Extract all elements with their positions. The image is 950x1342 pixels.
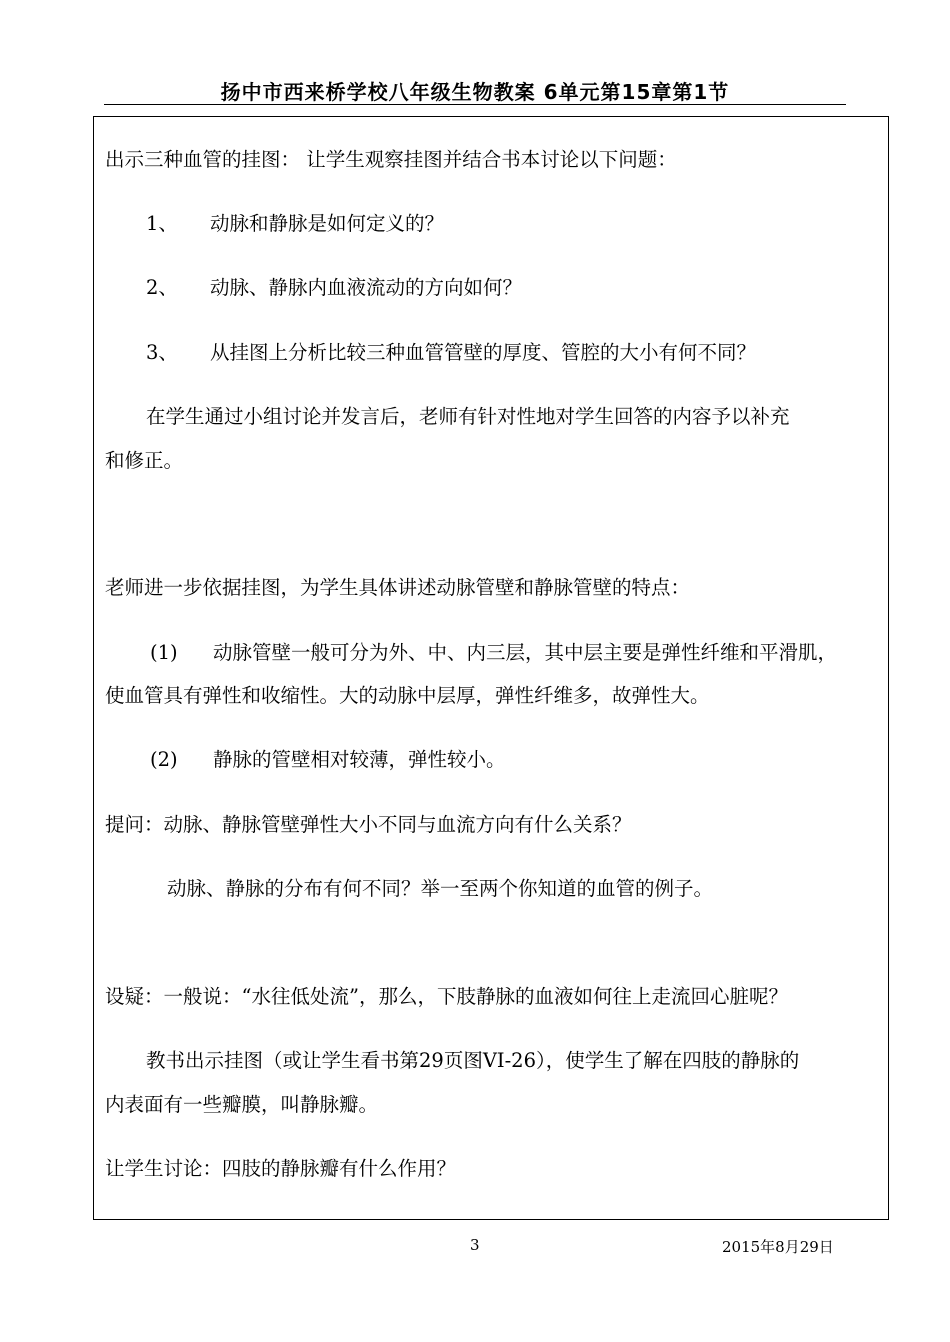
question-prompt-1: 提问：动脉、静脉管壁弹性大小不同与血流方向有什么关系？ bbox=[105, 813, 632, 836]
header-rule bbox=[104, 104, 846, 105]
item-1-continuation: 使血管具有弹性和收缩性。大的动脉中层厚，弹性纤维多，故弹性大。 bbox=[105, 684, 710, 707]
question-3-number: 3、 bbox=[146, 341, 178, 364]
page-header-title: 扬中市西来桥学校八年级生物教案 6单元第15章第1节 bbox=[220, 80, 730, 104]
item-2-text: 静脉的管壁相对较薄，弹性较小。 bbox=[213, 748, 506, 771]
item-1-number: (1) bbox=[150, 641, 178, 664]
item-1-text: 动脉管壁一般可分为外、中、内三层，其中层主要是弹性纤维和平滑肌， bbox=[213, 641, 838, 664]
question-1-number: 1、 bbox=[146, 212, 178, 235]
page-number: 3 bbox=[470, 1236, 480, 1254]
footer-date: 2015年8月29日 bbox=[722, 1238, 834, 1256]
discussion-paragraph-line-2: 和修正。 bbox=[105, 449, 184, 472]
intro-line: 出示三种血管的挂图： 让学生观察挂图并结合书本讨论以下问题： bbox=[105, 148, 677, 171]
discussion-prompt: 让学生讨论：四肢的静脉瓣有什么作用？ bbox=[105, 1157, 457, 1180]
question-prompt-2: 动脉、静脉的分布有何不同？举一至两个你知道的血管的例子。 bbox=[167, 877, 714, 900]
item-2-number: (2) bbox=[150, 748, 178, 771]
teacher-explanation-line: 老师进一步依据挂图，为学生具体讲述动脉管壁和静脉管壁的特点： bbox=[105, 576, 691, 599]
question-1-text: 动脉和静脉是如何定义的？ bbox=[210, 212, 445, 235]
question-3-text: 从挂图上分析比较三种血管管壁的厚度、管腔的大小有何不同？ bbox=[210, 341, 757, 364]
question-2-text: 动脉、静脉内血液流动的方向如何？ bbox=[210, 276, 523, 299]
question-2-number: 2、 bbox=[146, 276, 178, 299]
teaching-paragraph-line-2: 内表面有一些瓣膜，叫静脉瓣。 bbox=[105, 1093, 379, 1116]
doubt-question: 设疑：一般说：“水往低处流”，那么，下肢静脉的血液如何往上走流回心脏呢？ bbox=[105, 985, 788, 1008]
teaching-paragraph-line-1: 教书出示挂图（或让学生看书第29页图VI-26），使学生了解在四肢的静脉的 bbox=[146, 1049, 800, 1072]
discussion-paragraph-line-1: 在学生通过小组讨论并发言后，老师有针对性地对学生回答的内容予以补充 bbox=[146, 405, 790, 428]
